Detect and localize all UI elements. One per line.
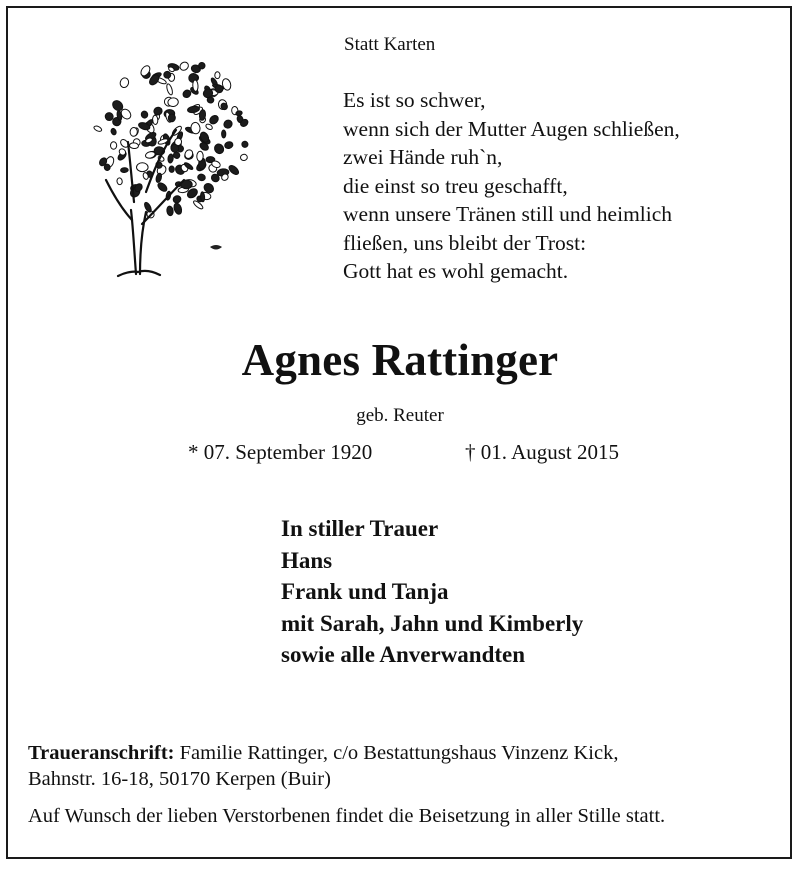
address-label: Traueranschrift:: [28, 742, 175, 764]
tree-leaf: [197, 151, 204, 161]
poem-line: Es ist so schwer,: [343, 88, 486, 112]
birth-date: * 07. September 1920: [188, 440, 373, 464]
tree-leaf: [166, 206, 173, 216]
tree-leaf: [166, 83, 174, 95]
tree-leaf: [241, 140, 249, 148]
tree-leaf: [143, 201, 152, 213]
tree-icon: [84, 42, 259, 287]
tree-leaf: [130, 127, 138, 136]
tree-leaf: [178, 60, 190, 71]
tree-leaf: [120, 168, 128, 173]
address-line-2: Bahnstr. 16-18, 50170 Kerpen (Buir): [28, 768, 331, 790]
mourner-line: Hans: [281, 547, 333, 573]
poem-line: Gott hat es wohl gemacht.: [343, 259, 569, 283]
tree-leaf: [169, 166, 174, 172]
poem-line: wenn unsere Tränen still und heimlich: [343, 202, 673, 226]
maiden-name: geb. Reuter: [356, 405, 444, 426]
poem-line: fließen, uns bleibt der Trost:: [343, 230, 587, 255]
tree-leaf: [197, 174, 206, 182]
tree-leaf: [129, 143, 138, 149]
tree-leaf: [215, 72, 220, 79]
tree-leaf: [104, 164, 110, 171]
burial-note: Auf Wunsch der lieben Verstorbenen findet die Beisetzung in aller Stille statt.: [28, 805, 666, 827]
tree-leaf: [168, 114, 176, 123]
tree-leaf: [93, 125, 102, 132]
tree-leaf: [167, 154, 173, 164]
deceased-name: Agnes Rattinger: [241, 335, 559, 385]
statt-karten: Statt Karten: [344, 34, 436, 55]
tree-leaf: [207, 97, 214, 103]
tree-leaf: [155, 173, 162, 183]
tree-leaf: [145, 151, 156, 160]
tree-leaf: [173, 202, 183, 215]
poem-line: zwei Hände ruh`n,: [343, 145, 503, 169]
tree-leaf: [222, 118, 233, 129]
mourner-line: mit Sarah, Jahn und Kimberly: [281, 610, 584, 636]
tree-leaf: [140, 110, 148, 119]
tree-leaf: [208, 114, 220, 126]
tree-leaf: [200, 192, 205, 202]
tree-leaf: [192, 80, 198, 92]
tree-leaf: [224, 141, 234, 150]
mourner-line: sowie alle Anverwandten: [281, 642, 526, 667]
poem-line: wenn sich der Mutter Augen schließen,: [343, 116, 680, 141]
death-date: † 01. August 2015: [465, 440, 620, 464]
tree-leaf: [117, 178, 123, 186]
poem-line: die einst so treu geschafft,: [343, 173, 568, 198]
mourning-address: [28, 740, 788, 792]
mourners-list: [281, 513, 583, 671]
mourner-line: Frank und Tanja: [281, 579, 449, 604]
tree-leaf: [152, 115, 158, 125]
tree-leaf: [213, 142, 226, 155]
poem: [343, 86, 680, 286]
address-line-1: Familie Rattinger, c/o Bestattungshaus Vinzenz Kick,: [174, 742, 619, 764]
tree-leaf: [156, 181, 168, 193]
tree-leaf: [110, 142, 116, 150]
tree-leaf: [110, 128, 117, 136]
tree-leaf: [240, 154, 248, 161]
tree-leaf: [163, 71, 171, 78]
tree-leaf: [227, 164, 240, 176]
tree-leaf: [222, 130, 226, 138]
tree-leaf: [137, 163, 149, 172]
tree-leaf: [119, 77, 130, 89]
mourner-line: In stiller Trauer: [281, 516, 439, 541]
